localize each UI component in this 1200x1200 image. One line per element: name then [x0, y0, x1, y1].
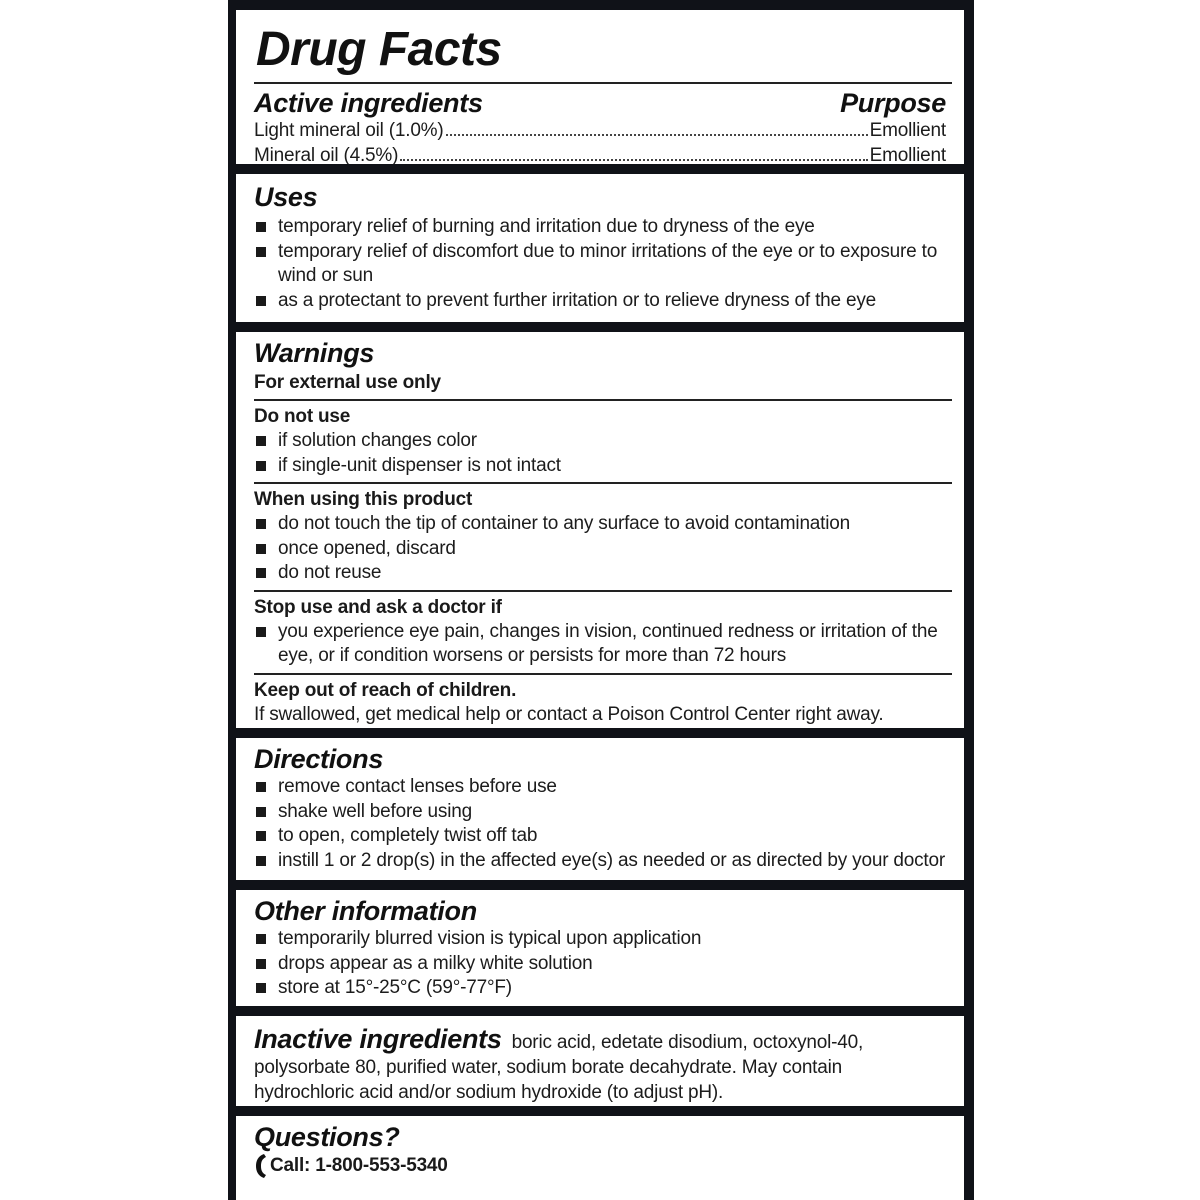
list-item: do not touch the tip of container to any surface to avoid contamination: [254, 512, 946, 537]
warnings-divider-1: [254, 399, 952, 401]
dot-leader: [446, 134, 868, 136]
inactive-heading: Inactive ingredients: [254, 1024, 502, 1054]
list-item: as a protectant to prevent further irritation or to relieve dryness of the eye: [254, 289, 946, 314]
active-ingredient-name: Light mineral oil (1.0%): [254, 120, 444, 141]
inactive-text: boric acid, edetate disodium, octoxynol-40, polysorbate 80, purified water, sodium borate decahydrate. May contain hydrochloric acid and/or sodium hydroxide (to adjust pH).: [254, 1032, 864, 1103]
active-ingredient-row: [254, 144, 946, 165]
other-info-heading: Other information: [254, 896, 477, 926]
active-ingredient-purpose: Emollient: [869, 120, 946, 141]
list-item: once opened, discard: [254, 537, 946, 562]
warnings-divider-2: [254, 482, 952, 484]
when-using-heading: When using this product: [254, 489, 473, 510]
keep-out-text: If swallowed, get medical help or contact a Poison Control Center right away.: [254, 703, 884, 725]
list-item: drops appear as a milky white solution: [254, 952, 946, 977]
active-ingredients-heading: Active ingredients: [254, 88, 483, 118]
list-item: instill 1 or 2 drop(s) in the affected eye(s) as needed or as directed by your doctor: [254, 849, 946, 874]
uses-list: [254, 215, 946, 313]
directions-box: [236, 738, 964, 880]
directions-list: [254, 775, 946, 873]
phone-icon: [254, 1153, 268, 1179]
dot-leader: [400, 159, 867, 161]
list-item: temporary relief of discomfort due to minor irritations of the eye or to exposure to wind or sun: [254, 240, 946, 289]
list-item: temporarily blurred vision is typical upon application: [254, 927, 946, 952]
do-not-use-list: [254, 429, 946, 478]
inactive-box: [236, 1016, 964, 1106]
list-item: remove contact lenses before use: [254, 775, 946, 800]
list-item: to open, completely twist off tab: [254, 824, 946, 849]
list-item: store at 15°-25°C (59°-77°F): [254, 976, 946, 1001]
do-not-use-heading: Do not use: [254, 406, 351, 427]
warnings-divider-4: [254, 673, 952, 675]
other-info-list: [254, 927, 946, 1001]
warnings-divider-3: [254, 590, 952, 592]
warnings-box: [236, 332, 964, 728]
active-heading-row: [254, 90, 946, 117]
questions-box: [236, 1116, 964, 1200]
purpose-heading: Purpose: [840, 88, 946, 118]
list-item: if single-unit dispenser is not intact: [254, 454, 946, 479]
directions-heading: Directions: [254, 744, 384, 774]
call-row: [254, 1153, 946, 1179]
questions-heading: Questions?: [254, 1122, 400, 1152]
warnings-heading: Warnings: [254, 338, 375, 368]
call-number[interactable]: Call: 1-800-553-5340: [270, 1155, 448, 1176]
list-item: if solution changes color: [254, 429, 946, 454]
active-ingredient-purpose: Emollient: [869, 144, 946, 164]
uses-heading: Uses: [254, 182, 318, 212]
keep-out-heading: Keep out of reach of children.: [254, 679, 517, 701]
title-rule: [254, 82, 952, 84]
active-ingredient-row: [254, 119, 946, 144]
uses-box: [236, 174, 964, 322]
active-ingredient-rows: [254, 119, 946, 164]
list-item: do not reuse: [254, 561, 946, 586]
drug-facts-header-box: [236, 10, 964, 164]
stop-use-heading: Stop use and ask a doctor if: [254, 596, 502, 618]
external-use-text: For external use only: [254, 372, 441, 393]
active-ingredient-name: Mineral oil (4.5%): [254, 144, 399, 164]
when-using-list: [254, 512, 946, 586]
list-item: you experience eye pain, changes in vision, continued redness or irritation of the eye, or if condition worsens or persists for more than 72 hours: [254, 620, 946, 669]
page-title: Drug Facts: [256, 23, 502, 76]
list-item: temporary relief of burning and irritation due to dryness of the eye: [254, 215, 946, 240]
inactive-paragraph: [254, 1026, 946, 1105]
list-item: shake well before using: [254, 800, 946, 825]
other-info-box: [236, 890, 964, 1006]
stop-use-list: [254, 620, 946, 669]
